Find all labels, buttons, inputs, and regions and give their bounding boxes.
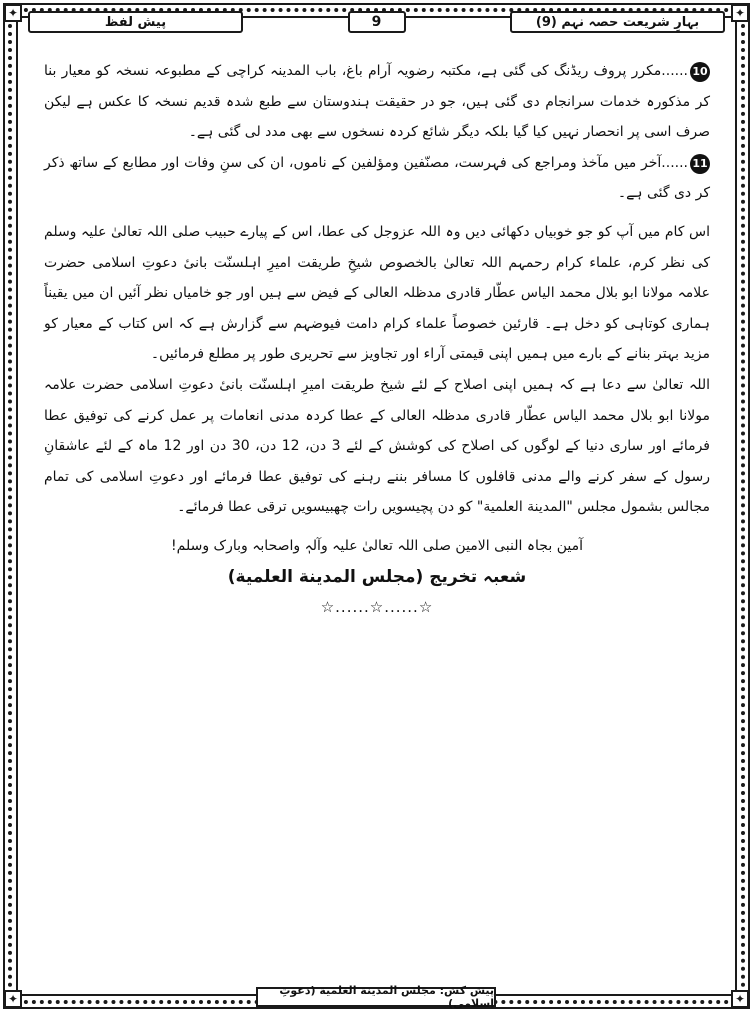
list-item-text: ......آخر میں مآخذ ومراجع کی فہرست، مصنّفین ومؤلفین کے ناموں، ان کی سنِ وفات اور مطابع کے ساتھ ذکر کر دی گئی ہے۔ xyxy=(44,154,710,202)
corner-ornament-icon: ✦ xyxy=(731,990,749,1008)
corner-ornament-icon: ✦ xyxy=(731,4,749,22)
list-item-text: ......مکرر پروف ریڈنگ کی گئی ہے، مکتبہ رضویہ آرام باغ، باب المدینہ کراچی کے مطبوعہ نسخہ کو معیار بنا کر مذکورہ خدمات سرانجام دی گئی ہیں، جو در حقیقت ہندوستان سے طبع شدہ قدیم نسخہ کا عکس ہے لیکن صرف اسی پر انحصار نہیں کیا گیا بلکہ دیگر شائع کردہ نسخوں سے بھی مدد لی گئی ہے۔ xyxy=(44,63,710,141)
corner-ornament-icon: ✦ xyxy=(4,990,22,1008)
series-title: بہارِ شریعت حصہ نہم (9) xyxy=(510,11,725,33)
corner-ornament-icon: ✦ xyxy=(4,4,22,22)
paragraph-prayer-request: اللہ تعالیٰ سے دعا ہے کہ ہمیں اپنی اصلاح کے لئے شیخ طریقت امیرِ اہلسنّت بانیٔ دعوتِ اسلامی حضرت علامہ مولانا ابو بلال محمد الیاس عطّار قادری مدظلہ العالی کے عطا کردہ مدنی انعامات پر عمل کرنے کی توفیق عطا فرمائے اور ساری دنیا کے لوگوں کی اصلاح کی کوشش کے لئے 3 دن، 12 دن، 30 دن اور 12 ماہ کے لئے عاشقانِ رسول کے سفر کرنے والے مدنی قافلوں کا مسافر بننے رہنے کی توفیق عطا فرمائے اور دعوتِ اسلامی کی تمام مجالس بشمول مجلس "المدینة العلمیة" کو دن پچیسویں رات چھبیسویں ترقی عطا فرمائے۔ xyxy=(44,376,710,516)
section-title: پیش لفظ xyxy=(28,11,243,33)
page-header xyxy=(28,8,725,36)
list-item-11 xyxy=(44,148,710,209)
star-divider: ☆......☆......☆ xyxy=(320,598,434,617)
paragraph-acknowledgement: اس کام میں آپ کو جو خوبیاں دکھائی دیں وہ اللہ عزوجل کی عطا، اس کے پیارے حبیب صلی اللہ تعالیٰ علیہ وسلم کی نظر کرم، علماء کرام رحمہم اللہ تعالیٰ بالخصوص شیخِ طریقت امیرِ اہلسنّت بانیٔ دعوتِ اسلامی حضرت علامہ مولانا ابو بلال محمد الیاس عطّار قادری مدظلہ العالی کے فیض سے ہیں اور جو خامیاں نظر آئیں ان میں یقیناً ہماری کوتاہی کو دخل ہے۔ قارئین خصوصاً علماء کرام دامت فیوضہم سے گزارش ہے کہ اس کتاب کے معیار کو مزید بہتر بنانے کے بارے میں ہمیں اپنی قیمتی آراء اور تجاویز سے تحریری طور پر مطلع فرمائیں۔ xyxy=(44,223,710,363)
closing-prayer: آمین بجاہ النبی الامین صلی اللہ تعالیٰ علیہ وآلہٖ واصحابہ وبارک وسلم! xyxy=(171,537,583,554)
page-number: 9 xyxy=(348,11,406,33)
item-number-badge: 11 xyxy=(690,154,710,174)
page-body xyxy=(44,56,710,623)
item-number-badge: 10 xyxy=(690,62,710,82)
page-footer: پیش کش: مجلس المدينة العلمية (دعوتِ اسلامی) xyxy=(256,987,496,1007)
list-item-10 xyxy=(44,56,710,148)
department-signature: شعبہ تخریج (مجلس المدينة العلمية) xyxy=(227,566,527,587)
